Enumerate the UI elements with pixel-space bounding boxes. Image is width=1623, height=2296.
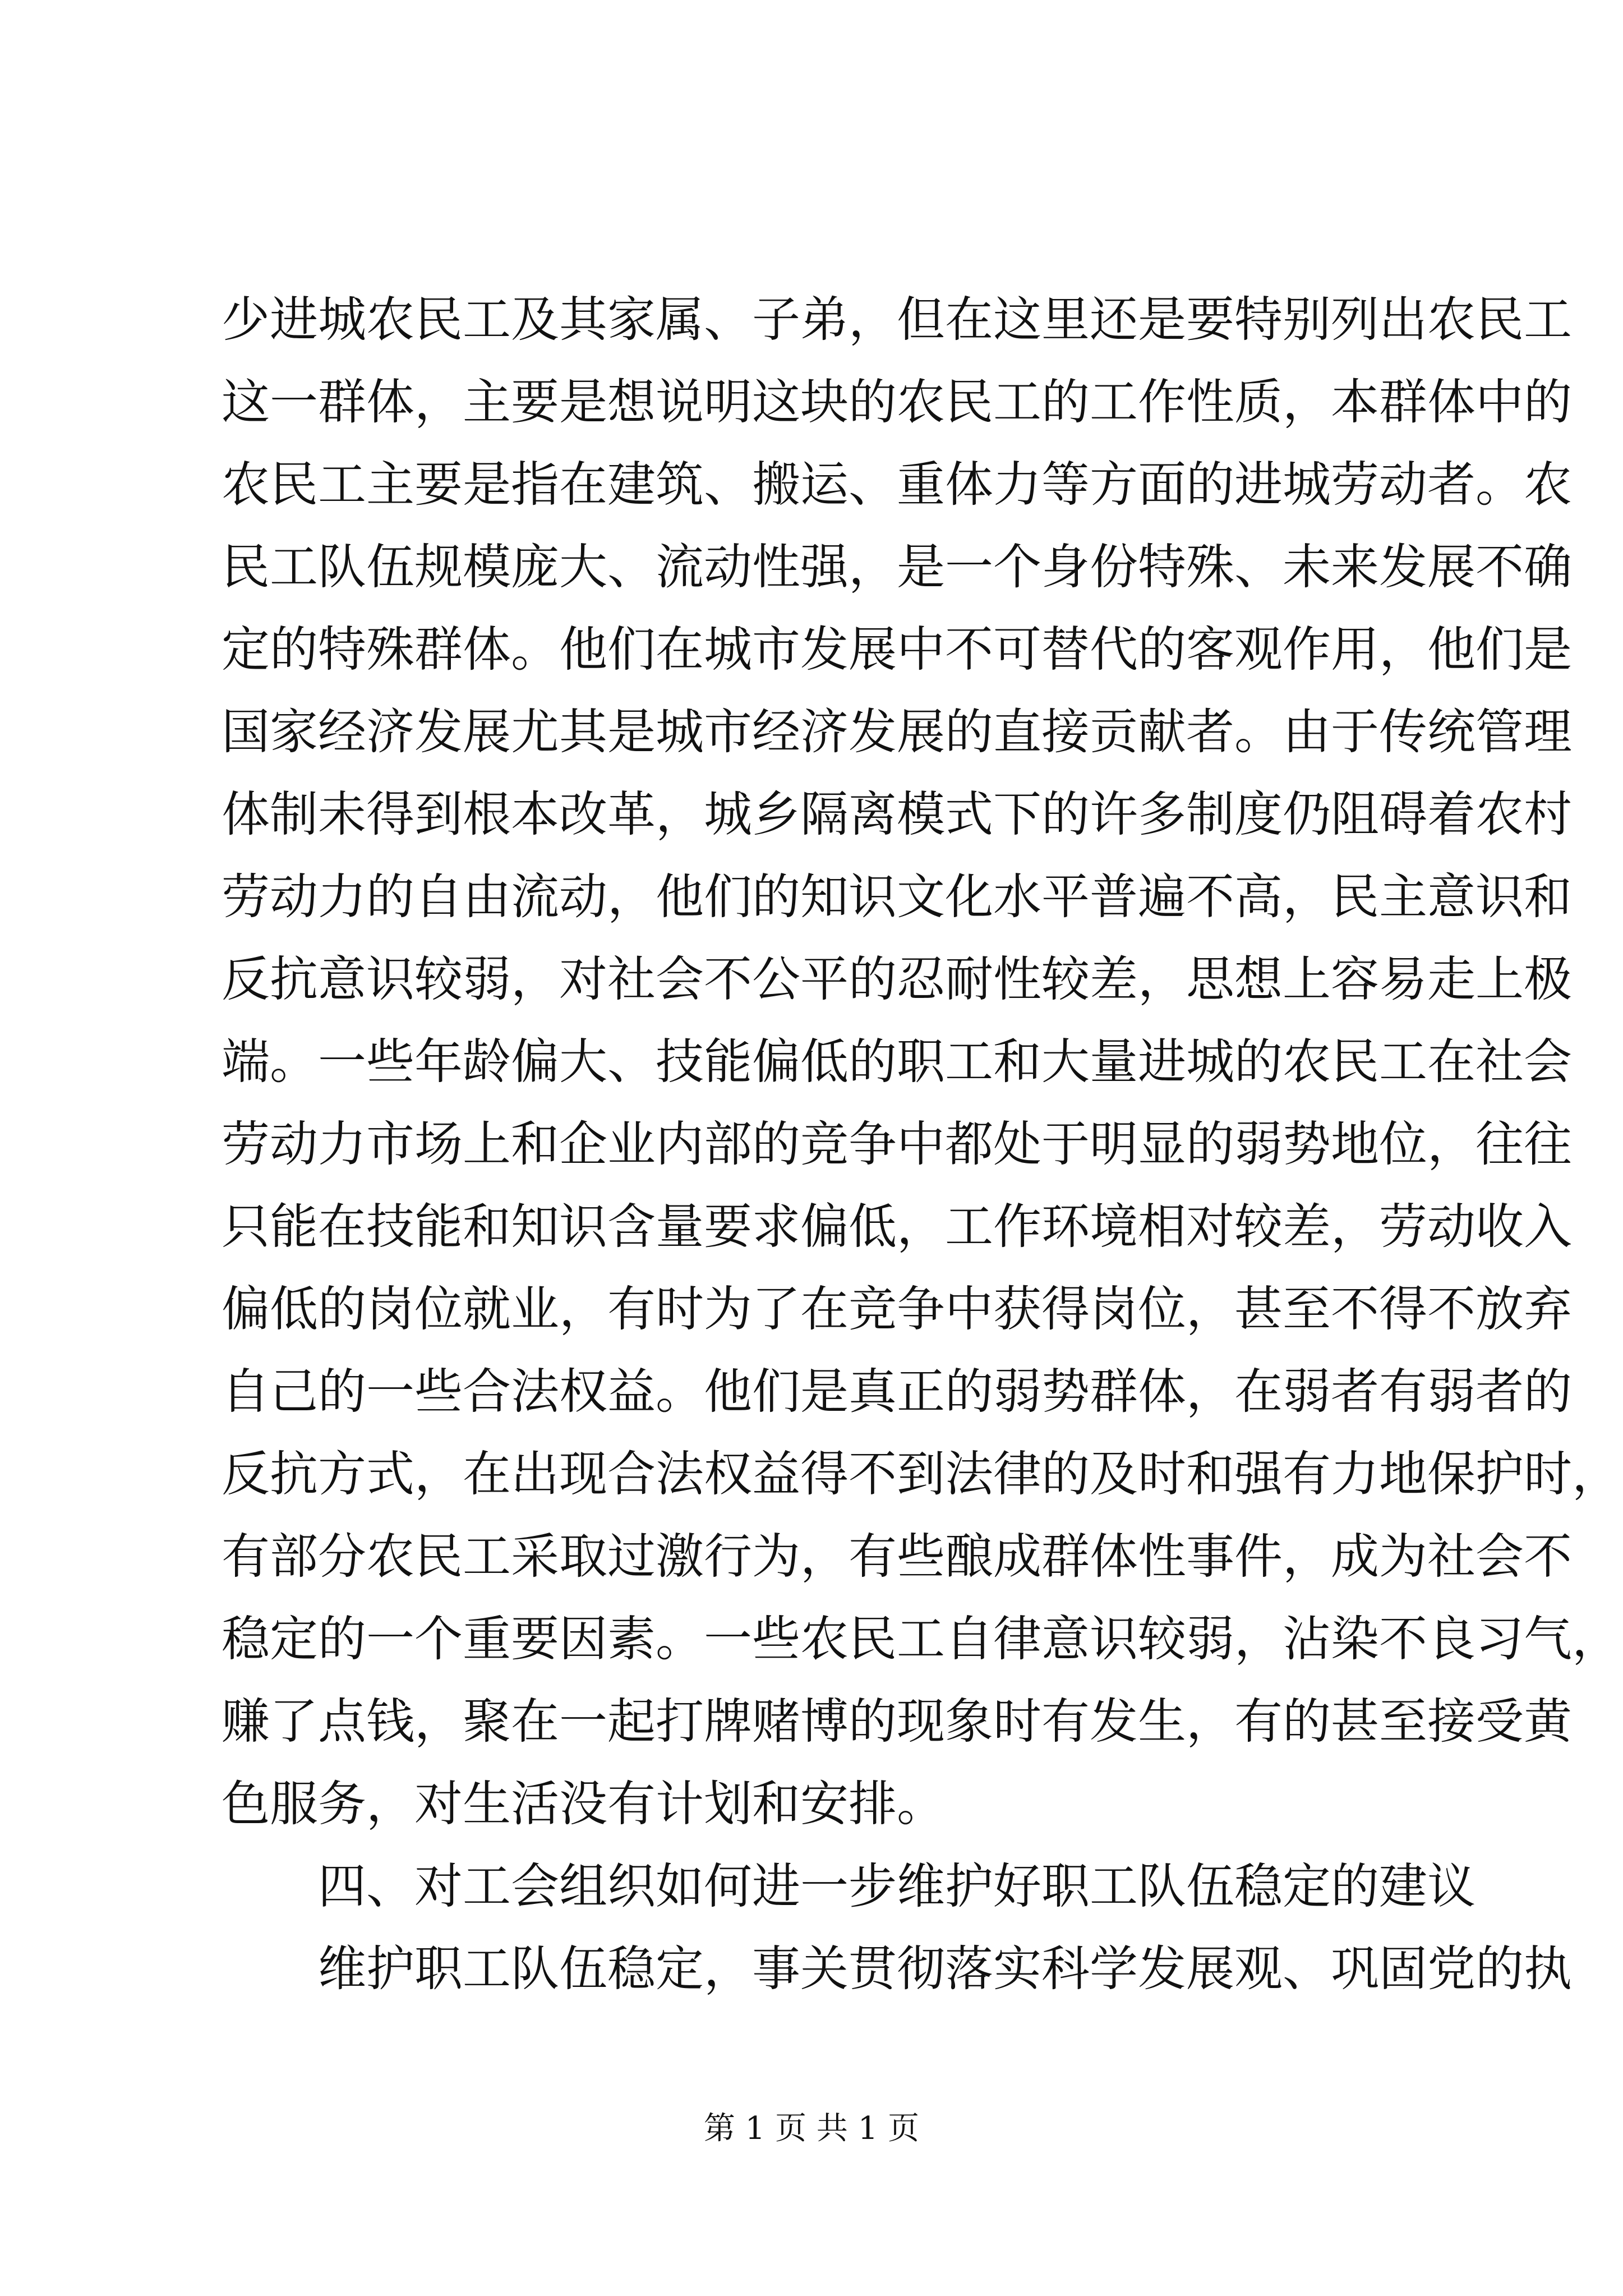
text-line: 稳定的一个重要因素。一些农民工自律意识较弱，沾染不良习气， xyxy=(222,1611,1620,1667)
document-body xyxy=(222,279,1620,2010)
page-number: 第 1 页 共 1 页 xyxy=(703,2110,920,2147)
text-line: 民工队伍规模庞大、流动性强，是一个身份特殊、未来发展不确 xyxy=(222,539,1572,595)
section-heading: 四、对工会组织如何进一步维护好职工队伍稳定的建议 xyxy=(318,1858,1476,1915)
text-line: 赚了点钱，聚在一起打牌赌博的现象时有发生，有的甚至接受黄 xyxy=(222,1694,1572,1750)
text-line: 只能在技能和知识含量要求偏低，工作环境相对较差，劳动收入 xyxy=(222,1199,1572,1255)
text-line: 少进城农民工及其家属、子弟，但在这里还是要特别列出农民工 xyxy=(222,292,1572,348)
text-line: 反抗意识较弱，对社会不公平的忍耐性较差，思想上容易走上极 xyxy=(222,951,1572,1007)
text-line: 这一群体，主要是想说明这块的农民工的工作性质，本群体中的 xyxy=(222,374,1572,430)
text-line: 维护职工队伍稳定，事关贯彻落实科学发展观、巩固党的执 xyxy=(318,1941,1572,1997)
text-line: 劳动力的自由流动，他们的知识文化水平普遍不高，民主意识和 xyxy=(222,869,1572,925)
text-line: 体制未得到根本改革，城乡隔离模式下的许多制度仍阻碍着农村 xyxy=(222,786,1572,843)
text-line: 农民工主要是指在建筑、搬运、重体力等方面的进城劳动者。农 xyxy=(222,457,1572,513)
text-line: 自己的一些合法权益。他们是真正的弱势群体，在弱者有弱者的 xyxy=(222,1364,1572,1420)
text-line: 有部分农民工采取过激行为，有些酿成群体性事件，成为社会不 xyxy=(222,1529,1572,1585)
text-line: 国家经济发展尤其是城市经济发展的直接贡献者。由于传统管理 xyxy=(222,704,1572,760)
text-line: 劳动力市场上和企业内部的竞争中都处于明显的弱势地位，往往 xyxy=(222,1116,1572,1172)
text-line: 定的特殊群体。他们在城市发展中不可替代的客观作用，他们是 xyxy=(222,622,1572,678)
text-line: 端。一些年龄偏大、技能偏低的职工和大量进城的农民工在社会 xyxy=(222,1034,1572,1090)
page-footer xyxy=(0,2106,1623,2151)
text-line: 色服务，对生活没有计划和安排。 xyxy=(222,1776,945,1832)
text-line: 偏低的岗位就业，有时为了在竞争中获得岗位，甚至不得不放弃 xyxy=(222,1281,1572,1337)
text-line: 反抗方式，在出现合法权益得不到法律的及时和强有力地保护时， xyxy=(222,1446,1620,1502)
